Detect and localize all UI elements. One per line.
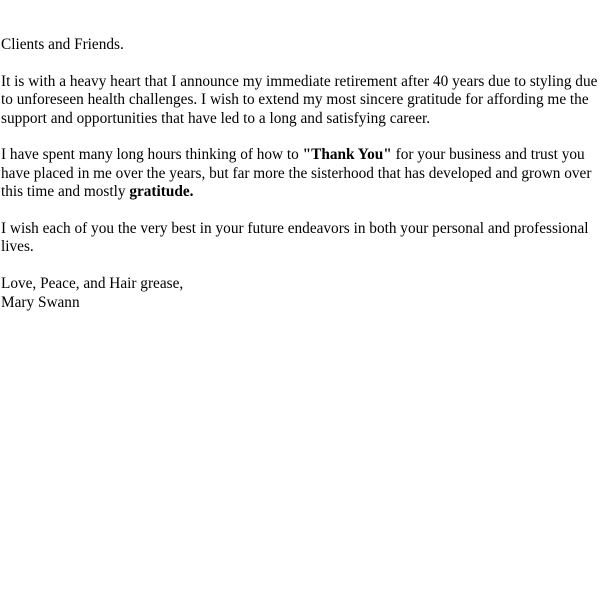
thank-you-bold: "Thank You" — [302, 146, 392, 164]
signature-name: Mary Swann — [1, 293, 80, 311]
thanks-text-middle: for your business and trust you have placed in me over the years, but far more the sisterhood that has developed and grown over this time and mostly — [1, 146, 592, 201]
closing-line: Love, Peace, and Hair grease, — [1, 275, 184, 293]
thanks-text-start: I have spent many long hours thinking of how to — [1, 146, 303, 164]
letter-paragraph-wishes: I wish each of you the very best in your future endeavors in both your personal and professional lives. — [1, 220, 589, 256]
letter-paragraph-retirement: It is with a heavy heart that I announce my immediate retirement after 40 years due to styling due to unforeseen health challenges. I wish to extend my most sincere gratitude for affording me the support and opportunities that have led to a long and satisfying career. — [1, 72, 598, 127]
letter-greeting: Clients and Friends. — [1, 36, 124, 53]
gratitude-bold: gratitude. — [129, 183, 194, 201]
letter-body — [1, 36, 601, 312]
letter-closing — [1, 275, 601, 312]
letter-paragraph-thanks — [1, 146, 601, 201]
